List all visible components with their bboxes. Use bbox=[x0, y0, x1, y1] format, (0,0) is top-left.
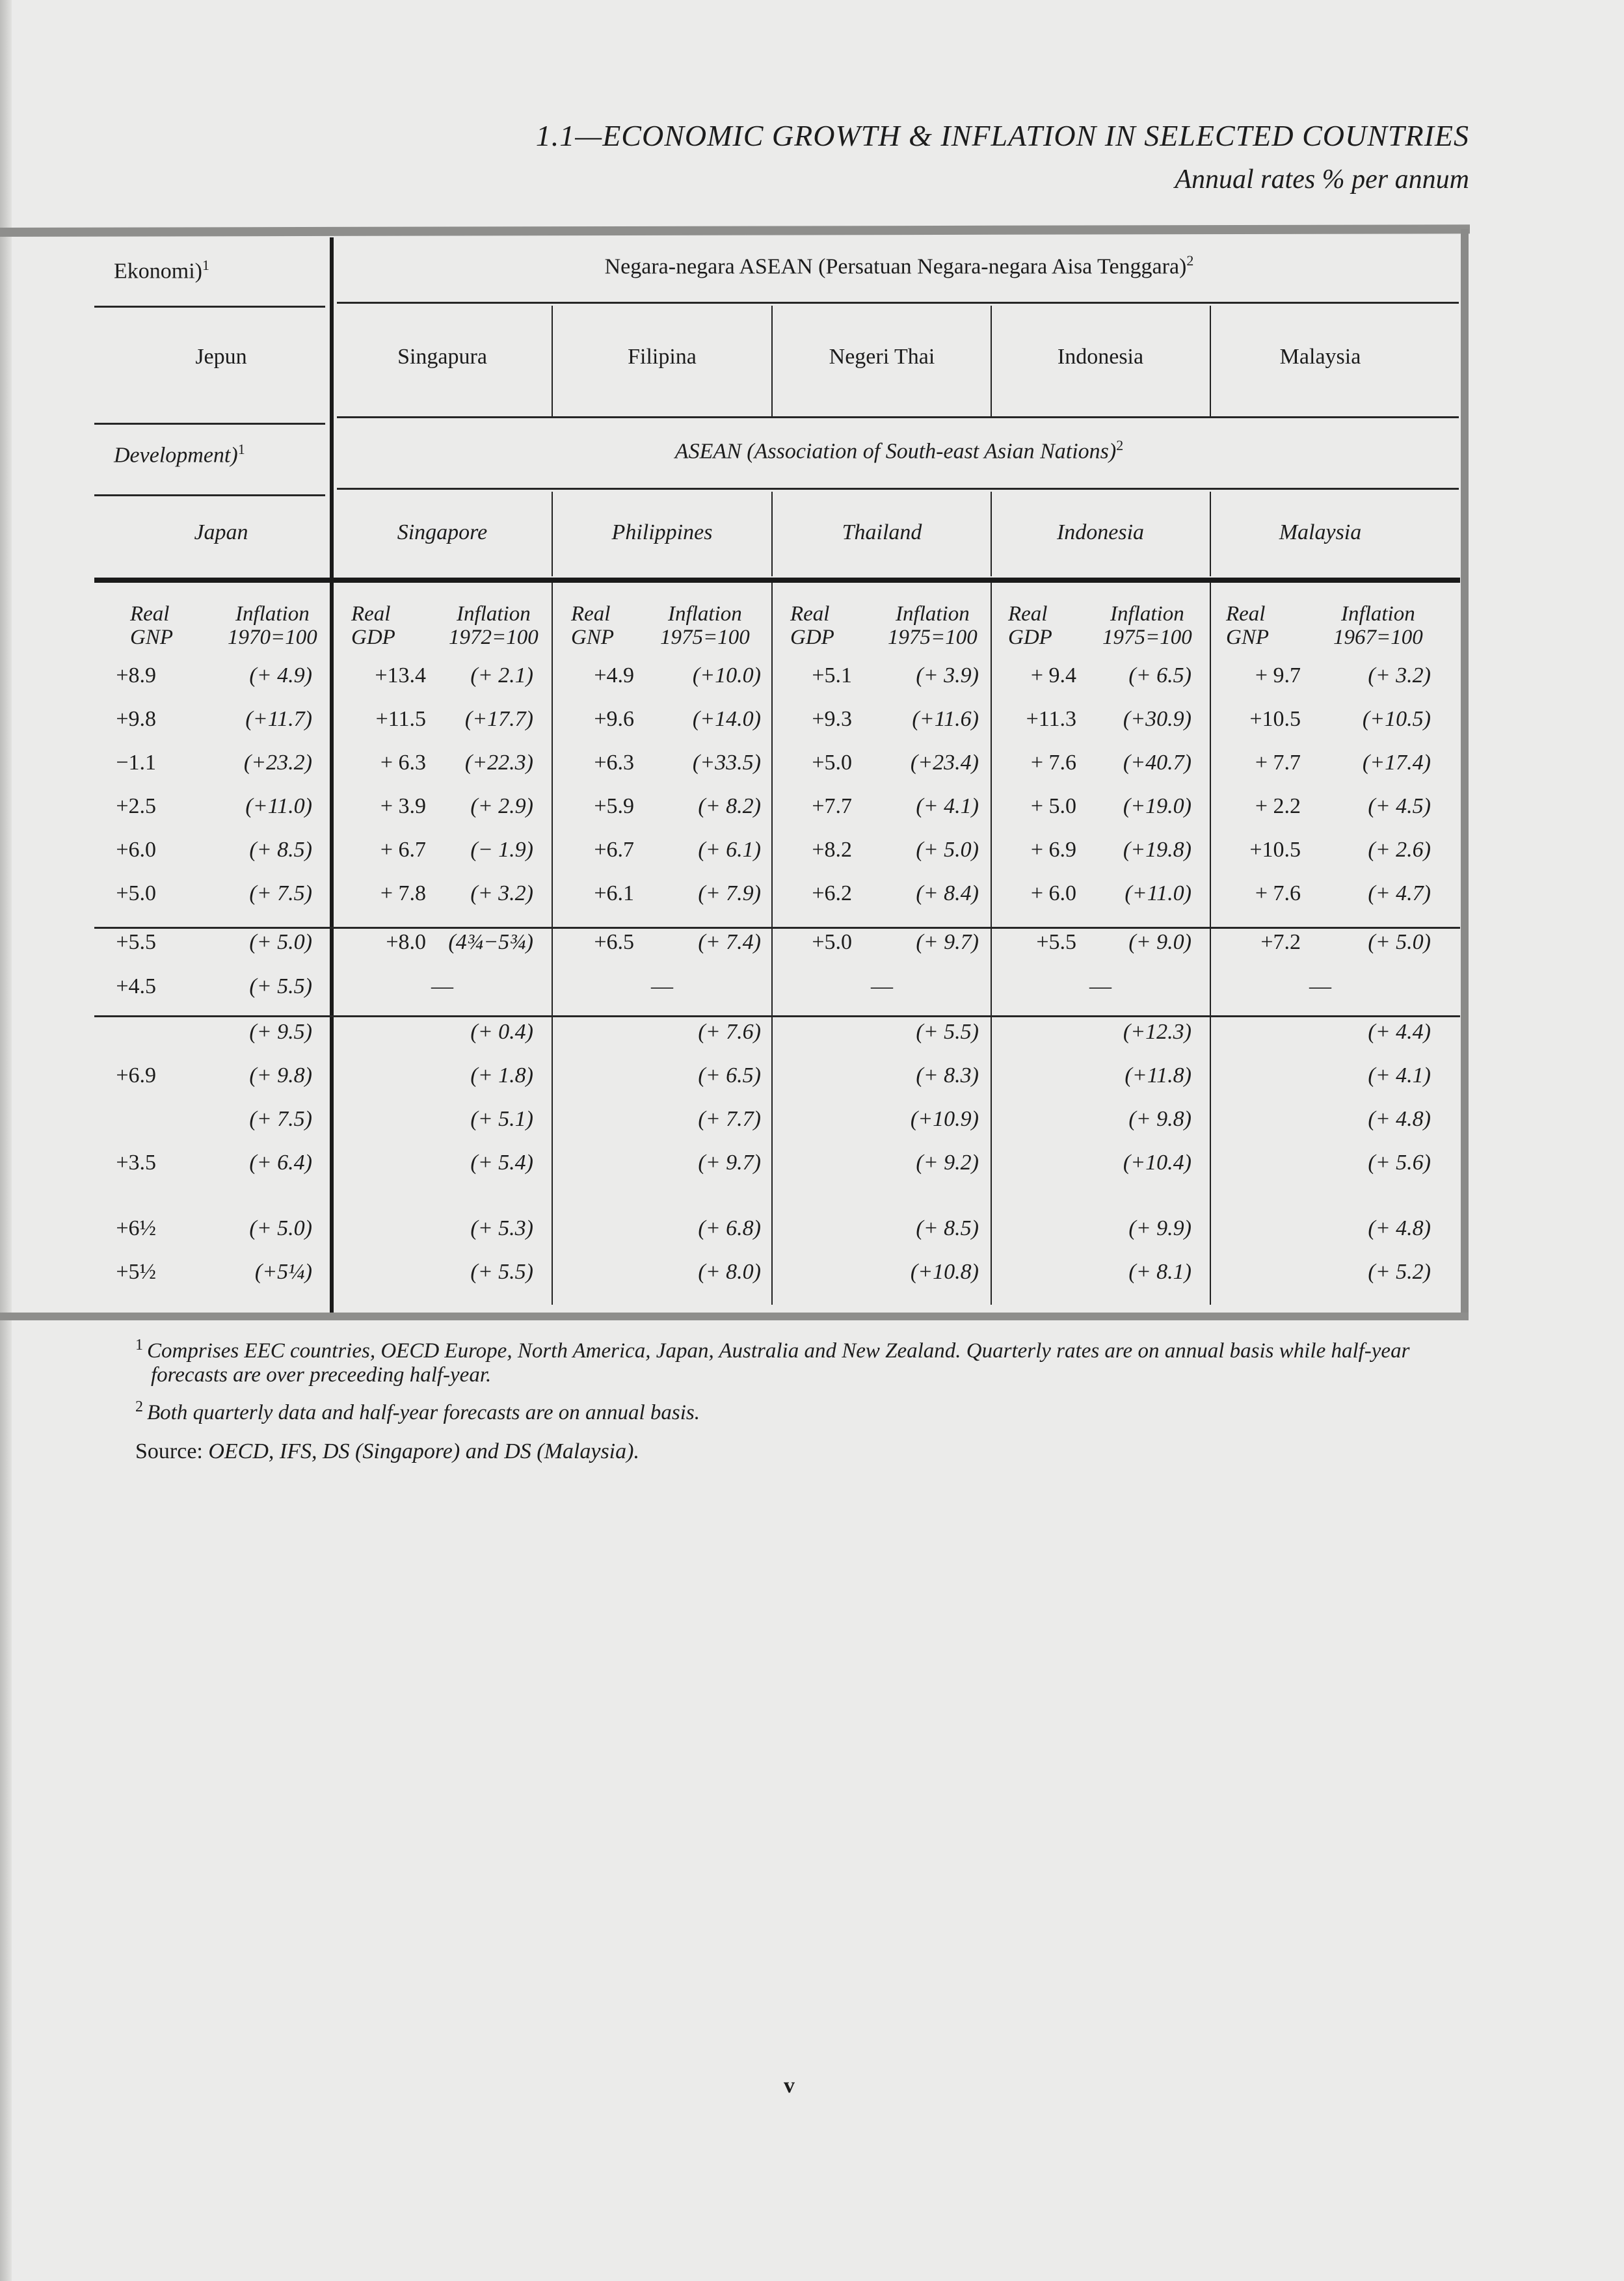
growth-value: + 6.0 bbox=[1030, 881, 1076, 905]
inflation-value: (+10.5) bbox=[1362, 707, 1431, 731]
inflation-value: (+ 6.5) bbox=[1128, 663, 1191, 687]
growth-value: +5½ bbox=[116, 1260, 156, 1284]
inflation-value: (+ 5.5) bbox=[916, 1020, 979, 1044]
footnote-text: Both quarterly data and half-year forecasts are on annual basis. bbox=[147, 1401, 700, 1424]
inflation-value: (+11.6) bbox=[912, 707, 979, 731]
inflation-value: (+ 5.5) bbox=[249, 974, 312, 998]
inflation-value: (+ 4.1) bbox=[1368, 1063, 1431, 1087]
inflation-value: (+ 4.8) bbox=[1368, 1107, 1431, 1131]
growth-value: +6.0 bbox=[116, 838, 156, 862]
growth-value: +9.6 bbox=[594, 707, 634, 731]
column-header-line: GNP bbox=[130, 626, 173, 649]
country-header-english: Malaysia bbox=[1279, 520, 1362, 544]
inflation-value: (+ 9.7) bbox=[916, 930, 979, 954]
inflation-value: (+10.0) bbox=[692, 663, 761, 687]
not-available-dash: — bbox=[431, 974, 453, 998]
inflation-value: (+ 9.9) bbox=[1128, 1216, 1191, 1240]
rule bbox=[337, 302, 1459, 304]
inflation-value: (+ 2.9) bbox=[470, 794, 533, 818]
column-header-growth bbox=[130, 602, 173, 649]
footnote-mark: 1 bbox=[135, 1337, 143, 1354]
column-header-line: GDP bbox=[790, 626, 834, 649]
inflation-value: (+ 2.1) bbox=[470, 663, 533, 687]
growth-value: + 6.7 bbox=[380, 838, 426, 862]
column-header-inflation bbox=[660, 602, 750, 649]
rule bbox=[337, 416, 1459, 418]
inflation-value: (+10.8) bbox=[910, 1260, 979, 1284]
inflation-value: (+ 4.1) bbox=[916, 794, 979, 818]
inflation-value: (+ 8.5) bbox=[249, 838, 312, 862]
inflation-value: (+ 5.2) bbox=[1368, 1260, 1431, 1284]
header-left-malay bbox=[114, 257, 209, 284]
inflation-value: (+ 5.0) bbox=[1368, 930, 1431, 954]
inflation-value: (+ 3.9) bbox=[916, 663, 979, 687]
col-divider bbox=[552, 583, 553, 1305]
inflation-value: (+ 3.2) bbox=[470, 881, 533, 905]
column-header-line: Inflation bbox=[457, 602, 531, 626]
not-available-dash: — bbox=[871, 974, 893, 998]
inflation-value: (+12.3) bbox=[1123, 1020, 1191, 1044]
inflation-value: (+ 7.9) bbox=[698, 881, 761, 905]
header-group-english bbox=[338, 437, 1460, 464]
inflation-value: (+ 3.2) bbox=[1368, 663, 1431, 687]
inflation-value: (+ 5.0) bbox=[249, 930, 312, 954]
block-rule bbox=[94, 1015, 1460, 1017]
inflation-value: (+ 9.2) bbox=[916, 1151, 979, 1175]
growth-value: + 5.0 bbox=[1030, 794, 1076, 818]
growth-value: +6.7 bbox=[594, 838, 634, 862]
inflation-value: (+14.0) bbox=[692, 707, 761, 731]
column-header-growth bbox=[790, 602, 834, 649]
column-header-line: Real bbox=[790, 602, 830, 626]
inflation-value: (+ 5.0) bbox=[916, 838, 979, 862]
rule bbox=[94, 494, 325, 496]
column-header-line: GDP bbox=[1008, 626, 1052, 649]
growth-value: + 2.2 bbox=[1255, 794, 1301, 818]
header-left-english-label: Development) bbox=[114, 443, 238, 468]
inflation-value: (+ 9.7) bbox=[698, 1151, 761, 1175]
inflation-value: (+ 6.4) bbox=[249, 1151, 312, 1175]
column-header-line: Inflation bbox=[668, 602, 742, 626]
inflation-value: (+ 7.4) bbox=[698, 930, 761, 954]
column-header-line: GNP bbox=[1226, 626, 1269, 649]
growth-value: + 7.8 bbox=[380, 881, 426, 905]
col-divider bbox=[991, 583, 992, 1305]
inflation-value: (+ 6.1) bbox=[698, 838, 761, 862]
growth-value: +5.5 bbox=[116, 930, 156, 954]
inflation-value: (+ 4.5) bbox=[1368, 794, 1431, 818]
inflation-value: (+ 7.5) bbox=[249, 1107, 312, 1131]
not-available-dash: — bbox=[651, 974, 673, 998]
inflation-value: (+10.4) bbox=[1123, 1151, 1191, 1175]
header-group-malay bbox=[338, 252, 1460, 279]
growth-value: +5.0 bbox=[812, 751, 852, 775]
inflation-value: (+23.4) bbox=[910, 751, 979, 775]
growth-value: +4.5 bbox=[116, 974, 156, 998]
growth-value: +6.3 bbox=[594, 751, 634, 775]
inflation-value: (+11.8) bbox=[1125, 1063, 1191, 1087]
book-spine-shadow bbox=[0, 0, 12, 2281]
inflation-value: (+ 9.8) bbox=[249, 1063, 312, 1087]
inflation-value: (+33.5) bbox=[692, 751, 761, 775]
column-header-line: 1975=100 bbox=[888, 626, 978, 649]
column-header-line: Real bbox=[1008, 602, 1048, 626]
column-header-growth bbox=[1008, 602, 1052, 649]
inflation-value: (+17.4) bbox=[1362, 751, 1431, 775]
inflation-value: (4¾−5¾) bbox=[448, 930, 533, 954]
footnote-1 bbox=[135, 1333, 1462, 1387]
country-header-english: Singapore bbox=[397, 520, 488, 544]
footnote-ref: 1 bbox=[202, 257, 209, 273]
footnote-ref: 1 bbox=[237, 441, 245, 457]
rule bbox=[337, 488, 1459, 490]
growth-value: +9.3 bbox=[812, 707, 852, 731]
source-label: Source: bbox=[135, 1439, 203, 1463]
footnote-mark: 2 bbox=[135, 1398, 143, 1415]
growth-value: + 7.6 bbox=[1255, 881, 1301, 905]
inflation-value: (+ 8.2) bbox=[698, 794, 761, 818]
country-header-english: Japan bbox=[194, 520, 248, 544]
inflation-value: (+ 2.6) bbox=[1368, 838, 1431, 862]
inflation-value: (+30.9) bbox=[1123, 707, 1191, 731]
rule bbox=[94, 306, 325, 308]
header-left-english bbox=[114, 441, 245, 468]
growth-value: +7.2 bbox=[1260, 930, 1301, 954]
inflation-value: (+ 9.8) bbox=[1128, 1107, 1191, 1131]
growth-value: +6.5 bbox=[594, 930, 634, 954]
column-header-inflation bbox=[449, 602, 539, 649]
column-header-inflation bbox=[1102, 602, 1192, 649]
growth-value: +5.1 bbox=[812, 663, 852, 687]
inflation-value: (+11.0) bbox=[245, 794, 312, 818]
not-available-dash: — bbox=[1309, 974, 1331, 998]
footnote-ref: 2 bbox=[1186, 252, 1194, 269]
growth-value: +10.5 bbox=[1249, 838, 1301, 862]
header-bottom-rule bbox=[94, 578, 1460, 583]
inflation-value: (+11.7) bbox=[245, 707, 312, 731]
growth-value: + 9.7 bbox=[1255, 663, 1301, 687]
growth-value: +11.3 bbox=[1026, 707, 1076, 731]
col-divider bbox=[1210, 492, 1211, 576]
table-title: 1.1—ECONOMIC GROWTH & INFLATION IN SELECTED COUNTRIES bbox=[535, 119, 1469, 152]
growth-value: + 3.9 bbox=[380, 794, 426, 818]
column-header-inflation bbox=[888, 602, 978, 649]
inflation-value: (+ 5.5) bbox=[470, 1260, 533, 1284]
growth-value: +4.9 bbox=[594, 663, 634, 687]
growth-value: +13.4 bbox=[375, 663, 426, 687]
rule bbox=[94, 423, 325, 425]
table-frame-top bbox=[0, 224, 1470, 237]
col-divider bbox=[552, 492, 553, 576]
growth-value: +6½ bbox=[116, 1216, 156, 1240]
inflation-value: (+ 8.3) bbox=[916, 1063, 979, 1087]
country-header-malay: Singapura bbox=[397, 345, 487, 369]
column-header-inflation bbox=[228, 602, 317, 649]
column-header-line: Inflation bbox=[235, 602, 310, 626]
growth-value: +8.0 bbox=[386, 930, 426, 954]
inflation-value: (+ 6.8) bbox=[698, 1216, 761, 1240]
inflation-value: (+40.7) bbox=[1123, 751, 1191, 775]
country-header-malay: Jepun bbox=[195, 345, 247, 369]
country-header-malay: Filipina bbox=[628, 345, 697, 369]
growth-value: +11.5 bbox=[375, 707, 426, 731]
col-divider bbox=[552, 306, 553, 416]
growth-value: +2.5 bbox=[116, 794, 156, 818]
col-divider bbox=[1210, 583, 1211, 1305]
header-group-malay-label: Negara-negara ASEAN (Persatuan Negara-negara Aisa Tenggara) bbox=[604, 254, 1187, 279]
inflation-value: (+10.9) bbox=[910, 1107, 979, 1131]
column-header-line: Real bbox=[571, 602, 611, 626]
table-subtitle: Annual rates % per annum bbox=[1175, 165, 1469, 194]
column-header-line: 1970=100 bbox=[228, 626, 317, 649]
inflation-value: (+ 4.4) bbox=[1368, 1020, 1431, 1044]
growth-value: +5.0 bbox=[812, 930, 852, 954]
growth-value: +10.5 bbox=[1249, 707, 1301, 731]
inflation-value: (+ 5.6) bbox=[1368, 1151, 1431, 1175]
inflation-value: (+ 6.5) bbox=[698, 1063, 761, 1087]
growth-value: +6.2 bbox=[812, 881, 852, 905]
col-divider bbox=[991, 306, 992, 416]
footnote-ref: 2 bbox=[1116, 437, 1124, 453]
col-divider bbox=[1210, 306, 1211, 416]
inflation-value: (+ 8.0) bbox=[698, 1260, 761, 1284]
col-divider bbox=[771, 492, 773, 576]
growth-value: −1.1 bbox=[116, 751, 156, 775]
growth-value: + 6.9 bbox=[1030, 838, 1076, 862]
growth-value: + 7.7 bbox=[1255, 751, 1301, 775]
source-text: OECD, IFS, DS (Singapore) and DS (Malaysia). bbox=[208, 1439, 639, 1463]
not-available-dash: — bbox=[1089, 974, 1112, 998]
inflation-value: (+ 9.5) bbox=[249, 1020, 312, 1044]
country-header-english: Philippines bbox=[611, 520, 713, 544]
inflation-value: (+11.0) bbox=[1125, 881, 1191, 905]
inflation-value: (+ 7.7) bbox=[698, 1107, 761, 1131]
country-header-malay: Malaysia bbox=[1279, 345, 1361, 369]
page-number: v bbox=[784, 2074, 795, 2098]
inflation-value: (+5¼) bbox=[254, 1260, 312, 1284]
country-header-english: Indonesia bbox=[1056, 520, 1145, 544]
inflation-value: (+ 8.4) bbox=[916, 881, 979, 905]
column-header-line: Real bbox=[351, 602, 391, 626]
growth-value: + 9.4 bbox=[1030, 663, 1076, 687]
inflation-value: (+ 5.3) bbox=[470, 1216, 533, 1240]
col-divider bbox=[771, 306, 773, 416]
inflation-value: (+23.2) bbox=[243, 751, 312, 775]
growth-value: +8.9 bbox=[116, 663, 156, 687]
divider-japan-asean bbox=[330, 237, 334, 1313]
source-line bbox=[135, 1439, 1462, 1463]
growth-value: + 6.3 bbox=[380, 751, 426, 775]
col-divider bbox=[991, 492, 992, 576]
country-header-malay: Indonesia bbox=[1057, 345, 1144, 369]
inflation-value: (+ 4.8) bbox=[1368, 1216, 1431, 1240]
col-divider bbox=[771, 583, 773, 1305]
inflation-value: (+ 8.5) bbox=[916, 1216, 979, 1240]
column-header-inflation bbox=[1333, 602, 1423, 649]
inflation-value: (+ 5.0) bbox=[249, 1216, 312, 1240]
inflation-value: (+ 7.5) bbox=[249, 881, 312, 905]
growth-value: +3.5 bbox=[116, 1151, 156, 1175]
inflation-value: (+ 4.9) bbox=[249, 663, 312, 687]
column-header-line: Inflation bbox=[1110, 602, 1184, 626]
inflation-value: (+17.7) bbox=[464, 707, 533, 731]
inflation-value: (− 1.9) bbox=[470, 838, 533, 862]
growth-value: +8.2 bbox=[812, 838, 852, 862]
growth-value: +5.5 bbox=[1036, 930, 1076, 954]
column-header-line: GNP bbox=[571, 626, 614, 649]
growth-value: +5.9 bbox=[594, 794, 634, 818]
growth-value: +5.0 bbox=[116, 881, 156, 905]
inflation-value: (+ 9.0) bbox=[1128, 930, 1191, 954]
inflation-value: (+ 8.1) bbox=[1128, 1260, 1191, 1284]
column-header-line: Real bbox=[1226, 602, 1266, 626]
column-header-line: 1975=100 bbox=[1102, 626, 1192, 649]
country-header-english: Thailand bbox=[842, 520, 922, 544]
inflation-value: (+ 7.6) bbox=[698, 1020, 761, 1044]
column-header-line: 1972=100 bbox=[449, 626, 539, 649]
footnotes bbox=[135, 1333, 1462, 1463]
header-group-english-label: ASEAN (Association of South-east Asian Nations) bbox=[674, 439, 1117, 464]
table-frame-bottom bbox=[0, 1313, 1469, 1320]
inflation-value: (+22.3) bbox=[464, 751, 533, 775]
growth-value: +6.1 bbox=[594, 881, 634, 905]
column-header-line: 1967=100 bbox=[1333, 626, 1423, 649]
column-header-line: 1975=100 bbox=[660, 626, 750, 649]
growth-value: +7.7 bbox=[812, 794, 852, 818]
inflation-value: (+ 4.7) bbox=[1368, 881, 1431, 905]
column-header-growth bbox=[571, 602, 614, 649]
column-header-growth bbox=[1226, 602, 1269, 649]
inflation-value: (+ 1.8) bbox=[470, 1063, 533, 1087]
growth-value: +9.8 bbox=[116, 707, 156, 731]
inflation-value: (+ 5.1) bbox=[470, 1107, 533, 1131]
growth-value: +6.9 bbox=[116, 1063, 156, 1087]
block-rule bbox=[94, 927, 1460, 929]
column-header-line: GDP bbox=[351, 626, 395, 649]
column-header-line: Real bbox=[130, 602, 170, 626]
inflation-value: (+19.0) bbox=[1123, 794, 1191, 818]
column-header-growth bbox=[351, 602, 395, 649]
footnote-text: Comprises EEC countries, OECD Europe, North America, Japan, Australia and New Zealand. Quarterly rates are on annual basis while half-year forecasts are over preceeding half-year. bbox=[147, 1339, 1410, 1387]
inflation-value: (+19.8) bbox=[1123, 838, 1191, 862]
column-header-line: Inflation bbox=[896, 602, 970, 626]
footnote-2 bbox=[135, 1395, 1462, 1425]
header-left-malay-label: Ekonomi) bbox=[114, 259, 202, 284]
growth-value: + 7.6 bbox=[1030, 751, 1076, 775]
inflation-value: (+ 0.4) bbox=[470, 1020, 533, 1044]
column-header-line: Inflation bbox=[1341, 602, 1415, 626]
table-frame-right bbox=[1461, 229, 1469, 1315]
inflation-value: (+ 5.4) bbox=[470, 1151, 533, 1175]
country-header-malay: Negeri Thai bbox=[829, 345, 935, 369]
